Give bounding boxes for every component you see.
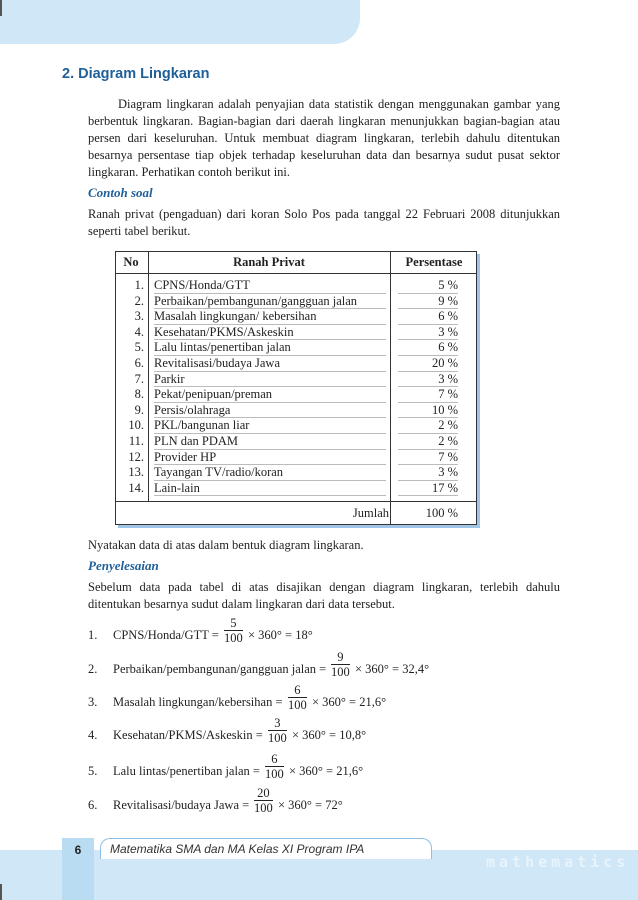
fraction-numerator: 6: [265, 752, 284, 767]
fraction-numerator: 5: [224, 616, 243, 631]
row-percentage: 20 %: [398, 356, 458, 372]
header-persentase: Persentase: [405, 255, 463, 269]
table-row: [116, 418, 476, 434]
calculation-number: 6.: [88, 798, 98, 812]
row-percentage: 3 %: [398, 465, 458, 481]
fraction: [268, 716, 287, 745]
table-row: [116, 403, 476, 419]
row-number: 10.: [128, 418, 144, 433]
section-title: 2. Diagram Lingkaran: [62, 66, 210, 82]
calculation-number: 5.: [88, 764, 98, 778]
row-number: 14.: [128, 480, 144, 495]
table-row: [116, 372, 476, 388]
table-header: [116, 252, 476, 274]
calculation-result: × 360° = 18°: [248, 628, 313, 642]
row-number: 11.: [128, 434, 144, 448]
row-number: 2.: [134, 293, 144, 308]
row-percentage: 17 %: [398, 481, 458, 497]
example-label: Contoh soal: [88, 185, 153, 200]
row-number: 6.: [134, 356, 144, 370]
example-text: Ranah privat (pengaduan) dari koran Solo Pos pada tanggal 22 Februari 2008 ditunjukkan seperti tabel berikut.: [88, 207, 560, 238]
row-category: PKL/bangunan liar: [154, 418, 386, 434]
total-label: Jumlah: [352, 506, 389, 520]
row-category: Kesehatan/PKMS/Askeskin: [154, 325, 386, 341]
calculation-label: Perbaikan/pembangunan/gangguan jalan =: [113, 662, 327, 676]
row-percentage: 5 %: [398, 278, 458, 294]
row-category: Lalu lintas/penertiban jalan: [154, 340, 386, 356]
fraction: [265, 752, 284, 781]
table-row: [116, 356, 476, 372]
fraction-denominator: 100: [254, 801, 273, 815]
fraction-denominator: 100: [224, 631, 243, 645]
table-row: [116, 325, 476, 341]
calculation-label: Lalu lintas/penertiban jalan =: [113, 764, 260, 778]
row-percentage: 10 %: [398, 403, 458, 419]
row-category: Provider HP: [154, 450, 386, 466]
solution-text: Sebelum data pada tabel di atas disajikan dengan diagram lingkaran, terlebih dahulu ditentukan besarnya sudut dalam lingkaran dari data tersebut.: [88, 580, 560, 611]
row-percentage: 7 %: [398, 387, 458, 403]
row-percentage: 6 %: [398, 309, 458, 325]
book-title: Matematika SMA dan MA Kelas XI Program IPA: [110, 842, 365, 856]
table-row: [116, 340, 476, 356]
row-percentage: 9 %: [398, 294, 458, 310]
row-category: Persis/olahraga: [154, 403, 386, 419]
calculation-label: CPNS/Honda/GTT =: [113, 628, 219, 642]
fraction-denominator: 100: [331, 665, 350, 679]
table-row: [116, 434, 476, 450]
row-category: PLN dan PDAM: [154, 434, 386, 450]
calculation-result: × 360° = 10,8°: [292, 728, 367, 742]
row-number: 3.: [134, 309, 144, 324]
table-row: [116, 387, 476, 403]
row-category: Masalah lingkungan/ kebersihan: [154, 309, 386, 325]
fraction-denominator: 100: [265, 767, 284, 781]
calculation-result: × 360° = 21,6°: [289, 764, 364, 778]
crop-mark: [0, 0, 2, 16]
fraction-numerator: 20: [254, 786, 273, 801]
fraction-numerator: 9: [331, 650, 350, 665]
table-row: [116, 278, 476, 294]
row-percentage: 6 %: [398, 340, 458, 356]
fraction-denominator: 100: [268, 731, 287, 745]
fraction: [224, 616, 243, 645]
row-percentage: 3 %: [398, 372, 458, 388]
calculation-label: Masalah lingkungan/kebersihan =: [113, 695, 283, 709]
row-category: Pekat/penipuan/preman: [154, 387, 386, 403]
row-category: Perbaikan/pembangunan/gangguan jalan: [154, 294, 386, 310]
fraction-denominator: 100: [288, 698, 307, 712]
row-category: Parkir: [154, 372, 386, 388]
calculation-label: Kesehatan/PKMS/Askeskin =: [113, 728, 263, 742]
fraction-numerator: 6: [288, 683, 307, 698]
header-band: [0, 0, 360, 44]
crop-mark: [0, 884, 2, 900]
calculation-result: × 360° = 32,4°: [355, 662, 430, 676]
calculation-number: 4.: [88, 728, 98, 742]
table-row: [116, 309, 476, 325]
row-number: 13.: [128, 465, 144, 480]
fraction-numerator: 3: [268, 716, 287, 731]
fraction: [331, 650, 350, 679]
header-no: No: [123, 255, 139, 269]
header-ranah: Ranah Privat: [233, 255, 305, 269]
calculation-result: × 360° = 21,6°: [312, 695, 387, 709]
table-row: [116, 294, 476, 310]
calculation-label: Revitalisasi/budaya Jawa =: [113, 798, 250, 812]
row-number: 12.: [128, 449, 144, 464]
mathematics-watermark: mathematics: [486, 853, 630, 871]
row-percentage: 2 %: [398, 434, 458, 450]
table-row: [116, 481, 476, 497]
row-category: Lain-lain: [154, 481, 386, 497]
table-footer: [116, 501, 476, 524]
row-percentage: 2 %: [398, 418, 458, 434]
row-number: 1.: [134, 278, 144, 292]
table-row: [116, 450, 476, 466]
calculation-result: × 360° = 72°: [278, 798, 343, 812]
calculation-number: 1.: [88, 628, 98, 642]
row-percentage: 3 %: [398, 325, 458, 341]
page-number: 6: [74, 843, 82, 857]
row-category: Revitalisasi/budaya Jawa: [154, 356, 386, 372]
row-number: 4.: [134, 324, 144, 339]
solution-label: Penyelesaian: [88, 558, 159, 573]
row-number: 9.: [134, 402, 144, 417]
intro-paragraph: Diagram lingkaran adalah penyajian data statistik dengan menggunakan gambar yang berbentuk lingkaran. Bagian-bagian dari daerah lingkaran menunjukkan bagian-bagian atau persen dari keseluruhan. Untuk membuat diagram lingkaran, terlebih dahulu ditentukan besarnya persentase tiap objek terhadap keseluruhan data dan besarnya sudut pusat sektor lingkaran. Perhatikan contoh berikut ini.: [88, 97, 560, 179]
row-percentage: 7 %: [398, 450, 458, 466]
fraction: [288, 683, 307, 712]
calculation-number: 3.: [88, 695, 98, 709]
total-value: 100 %: [425, 506, 458, 520]
table-row: [116, 465, 476, 481]
row-category: Tayangan TV/radio/koran: [154, 465, 386, 481]
row-number: 7.: [134, 371, 144, 386]
calculation-number: 2.: [88, 662, 98, 676]
data-table: [115, 251, 477, 525]
row-number: 8.: [134, 387, 144, 402]
row-number: 5.: [134, 340, 144, 355]
question-text: Nyatakan data di atas dalam bentuk diagram lingkaran.: [88, 538, 364, 552]
row-category: CPNS/Honda/GTT: [154, 278, 386, 294]
fraction: [254, 786, 273, 815]
